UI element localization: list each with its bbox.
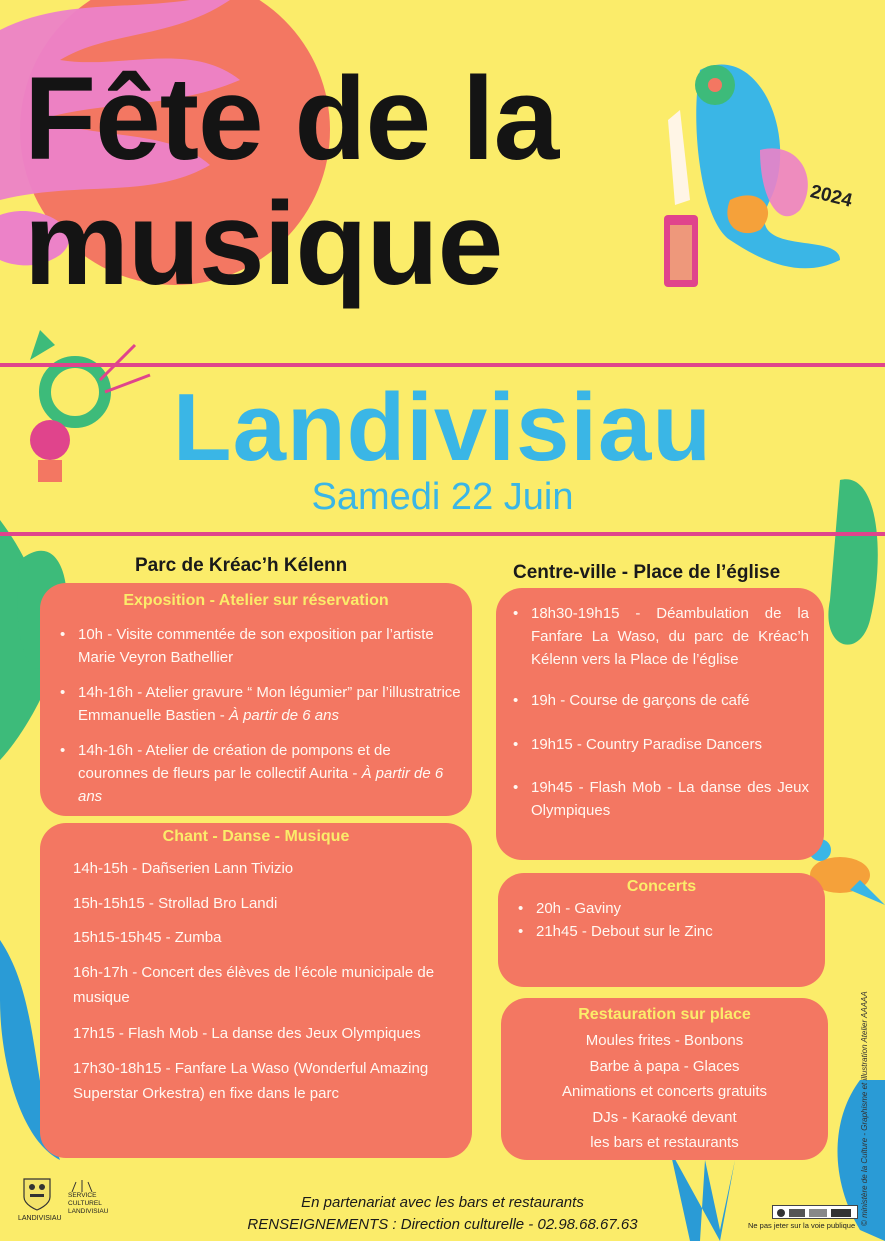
list-item: 15h15-15h45 - Zumba bbox=[73, 929, 222, 946]
restauration-line: Animations et concerts gratuits bbox=[561, 1083, 768, 1100]
chant-list bbox=[73, 857, 463, 1106]
divider-bottom bbox=[0, 532, 885, 536]
footer-partner: En partenariat avec les bars et restaurants bbox=[301, 1194, 584, 1211]
restauration-line: DJs - Karaoké devant bbox=[592, 1108, 737, 1126]
restauration-line: Barbe à papa - Glaces bbox=[589, 1057, 740, 1075]
year-label: 2024 bbox=[808, 181, 855, 212]
concerts-title: Concerts bbox=[626, 878, 697, 895]
centre-ville-box bbox=[496, 588, 824, 860]
list-item: • 19h15 - Country Paradise Dancers bbox=[513, 736, 762, 753]
concerts-list bbox=[518, 897, 816, 943]
exposition-title: Exposition - Atelier sur réservation bbox=[123, 592, 389, 609]
restauration-title: Restauration sur place bbox=[578, 1006, 751, 1023]
page-title-line1: Fête de la bbox=[24, 53, 559, 185]
exposition-box bbox=[40, 583, 472, 816]
list-item: • 14h-16h - Atelier gravure “ Mon légumier” par l’illustratrice Emmanuelle Bastien - À partir de 6 ans bbox=[60, 684, 461, 724]
credit-text: © ministère de la Culture - Graphisme et illustration Atelier AAAAA bbox=[860, 991, 869, 1226]
list-item: • 19h - Course de garçons de café bbox=[513, 692, 750, 709]
restauration-line: Moules frites - Bonbons bbox=[585, 1032, 744, 1049]
recycle-note: Ne pas jeter sur la voie publique bbox=[748, 1221, 856, 1230]
town-logo-label: LANDIVISIAU bbox=[18, 1215, 62, 1222]
list-item: • 21h45 - Debout sur le Zinc bbox=[518, 923, 713, 940]
town-name: Landivisiau bbox=[172, 374, 713, 481]
list-item: 15h-15h15 - Strollad Bro Landi bbox=[73, 895, 278, 912]
centre-ville-list bbox=[513, 602, 809, 822]
page-title-line2: musique bbox=[24, 178, 503, 310]
list-item: • 10h - Visite commentée de son exposition par l’artiste Marie Veyron Bathellier bbox=[60, 626, 434, 666]
list-item: 16h-17h - Concert des élèves de l’école municipale de musique bbox=[73, 964, 435, 1006]
event-date: Samedi 22 Juin bbox=[311, 476, 574, 518]
divider-top bbox=[0, 363, 885, 367]
list-item: 17h15 - Flash Mob - La danse des Jeux Olympiques bbox=[73, 1025, 421, 1042]
list-item: 17h30-18h15 - Fanfare La Waso (Wonderful Amazing Superstar Orkestra) en fixe dans le parc bbox=[73, 1060, 429, 1102]
restauration-line: les bars et restaurants bbox=[590, 1134, 739, 1151]
town-crest-logo bbox=[22, 1177, 52, 1211]
service-culturel-logo: SERVICE CULTUREL LANDIVISIAU bbox=[62, 1180, 122, 1220]
restauration-box bbox=[501, 998, 828, 1160]
chant-danse-musique-box bbox=[40, 823, 472, 1158]
list-item: • 19h45 - Flash Mob - La danse des Jeux Olympiques bbox=[513, 779, 809, 819]
list-item: • 18h30-19h15 - Déambulation de la Fanfare La Waso, du parc de Kréac’h Kélenn vers la Place de l’église bbox=[513, 605, 809, 668]
sponsor-logos-strip bbox=[772, 1205, 858, 1219]
footer-info: RENSEIGNEMENTS : Direction culturelle - 02.98.68.67.63 bbox=[247, 1216, 638, 1233]
left-venue-title: Parc de Kréac’h Kélenn bbox=[135, 555, 348, 576]
concerts-box bbox=[498, 873, 825, 987]
exposition-list bbox=[60, 623, 463, 808]
chant-title: Chant - Danse - Musique bbox=[162, 828, 350, 845]
list-item: • 14h-16h - Atelier de création de pompons et de couronnes de fleurs par le collectif Aurita - À partir de 6 ans bbox=[60, 742, 444, 805]
musician-illustration bbox=[664, 65, 840, 287]
list-item: • 20h - Gaviny bbox=[518, 900, 622, 917]
right-venue-title: Centre-ville - Place de l’église bbox=[513, 562, 781, 583]
list-item: 14h-15h - Dañserien Lann Tivizio bbox=[73, 860, 294, 877]
